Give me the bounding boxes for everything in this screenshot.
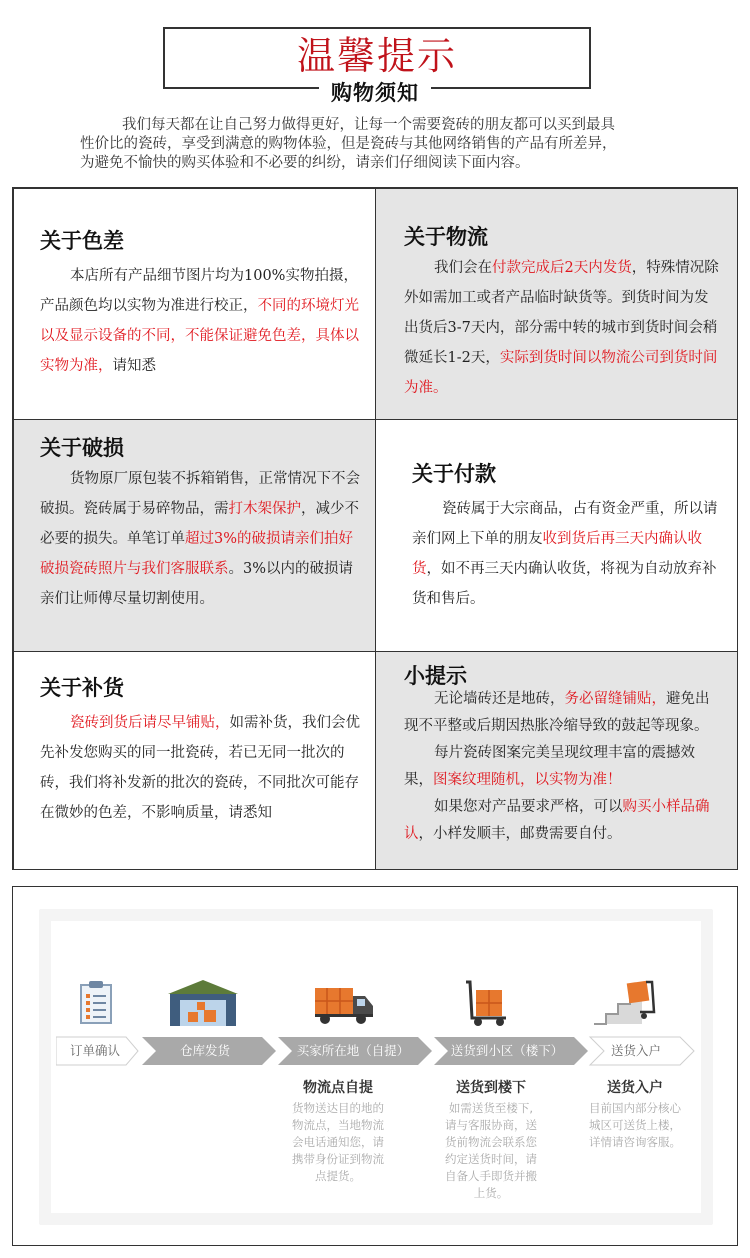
body-red-text: 图案纹理随机，以实物为准！ <box>433 772 622 788</box>
checklist-icon <box>78 980 114 1026</box>
body-red-text: 务必留缝铺贴， <box>564 691 666 707</box>
section-title: 关于物流 <box>404 225 488 249</box>
subtitle-wrap <box>0 80 750 106</box>
body-red-text: 实际到货时间以物流公司到货时间为准。 <box>404 350 718 396</box>
step-downstairs: 送货到小区（楼下） <box>450 1043 564 1058</box>
hand-cart-icon <box>460 980 512 1028</box>
body-text: 避免出现不平整或后期因热胀冷缩导致的鼓起等现象。 <box>404 691 710 734</box>
body-red-text: 收到货后再三天内确认收货 <box>412 531 702 577</box>
detail-title: 物流点自提 <box>303 1080 373 1096</box>
section-title: 关于付款 <box>412 462 496 486</box>
body-text: 如果您对产品要求严格，可以 <box>434 799 623 815</box>
body-red-text: 不同的环境灯光以及显示设备的不同，不能保证避免色差，具体以实物为准， <box>40 298 359 374</box>
intro-line: 我们每天都在让自己努力做得更好，让每一个需要瓷砖的朋友都可以买到最具 <box>122 117 615 133</box>
body-red-text: 付款完成后2天内发货 <box>492 260 632 276</box>
section-title: 关于破损 <box>40 436 124 460</box>
body-text: ，小样发顺丰，邮费需要自付。 <box>418 826 622 842</box>
intro-line: 为避免不愉快的购买体验和不必要的纠纷，请亲们仔细阅读下面内容。 <box>80 155 530 171</box>
section-title: 关于补货 <box>40 676 124 700</box>
body-text: 请知悉 <box>112 358 156 374</box>
step-order-confirm: 订单确认 <box>69 1043 120 1058</box>
page-subtitle: 购物须知 <box>319 80 431 106</box>
detail-title: 送货入户 <box>607 1080 663 1096</box>
body-text: 无论墙砖还是地砖， <box>434 691 565 707</box>
body-text: 我们会在 <box>434 260 492 276</box>
body-text: ，特殊情况除外如需加工或者产品临时缺货等。到货时间为发出货后3-7天内，部分需中转的城市到货时间会稍微延长1-2天， <box>404 260 719 366</box>
page-title: 温馨提示 <box>296 34 457 78</box>
detail-title: 送货到楼下 <box>456 1080 526 1096</box>
section-body <box>412 494 722 614</box>
body-text: 瓷砖属于大宗商品，占有资金严重，所以请亲们网上下单的朋友 <box>412 501 718 547</box>
body-text: 如需补货，我们会优先补发您购买的同一批瓷砖，若已无同一批次的砖，我们将补发新的批次的瓷砖，不同批次可能存在微妙的色差，不影响质量，请悉知 <box>40 715 360 821</box>
section-body <box>40 708 362 828</box>
step-self-pickup: 买家所在地（自提） <box>296 1043 410 1058</box>
body-text: 每片瓷砖图案完美呈现纹理丰富的震撼效果， <box>404 745 695 788</box>
body-text: ，减少不必要的损失。单笔订单 <box>40 501 359 547</box>
detail-desc: 货物送达目的地的 物流点，当地物流 会电话通知您，请 携带身份证到物流 点提货。 <box>292 1101 384 1183</box>
step-home-delivery: 送货入户 <box>610 1043 661 1058</box>
body-text: 货物原厂原包装不拆箱销售，正常情况下不会破损。瓷砖属于易碎物品，需 <box>40 471 360 517</box>
body-red-text: 超过3%的破损请亲们拍好破损瓷砖照片与我们客服联系 <box>40 531 354 577</box>
detail-desc: 如需送货至楼下, 请与客服协商，送 货前物流会联系您 约定送货时间，请 自备人手即货并搬 上货。 <box>445 1101 537 1200</box>
section-title: 关于色差 <box>40 229 124 253</box>
intro-text <box>80 116 680 173</box>
info-grid <box>12 187 738 870</box>
body-red-text: 购买小样品确认 <box>404 799 710 842</box>
truck-icon <box>313 984 375 1026</box>
body-text: ，如不再三天内确认收货，将视为自动放弃补货和售后。 <box>412 561 717 607</box>
warehouse-icon <box>164 978 242 1028</box>
body-text: 本店所有产品细节图片均为100%实物拍摄，产品颜色均以实物为准进行校正， <box>40 268 358 314</box>
body-red-text: 打木架保护 <box>228 501 301 517</box>
intro-line: 性价比的瓷砖，享受到满意的购物体验，但是瓷砖与其他网络销售的产品有所差异， <box>80 136 617 152</box>
section-body <box>40 261 360 381</box>
section-payment <box>375 419 738 652</box>
detail-desc: 目前国内部分核心 城区可送货上楼， 详情请咨询客服。 <box>589 1101 681 1149</box>
section-color <box>13 188 376 420</box>
section-damage <box>13 419 376 652</box>
section-title: 小提示 <box>404 664 467 688</box>
body-text: 。3%以内的破损请亲们让师傅尽量切割使用。 <box>40 561 354 607</box>
section-body <box>404 253 720 403</box>
body-red-text: 瓷砖到货后请尽早铺贴， <box>70 715 230 731</box>
section-restock <box>13 651 376 870</box>
step-warehouse-ship: 仓库发货 <box>179 1043 230 1058</box>
stairs-delivery-icon <box>592 978 662 1028</box>
section-body <box>404 686 722 848</box>
section-logistics <box>375 188 738 420</box>
section-body <box>40 464 360 614</box>
section-tips <box>375 651 738 870</box>
